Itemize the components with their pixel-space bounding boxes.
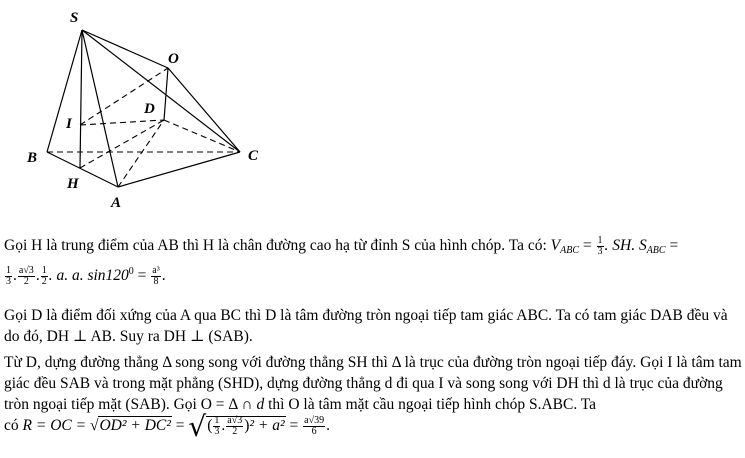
p2-text: Gọi D là điểm đối xứng của A qua BC thì D là tâm đường tròn ngoại tiếp tam giác ABC. Ta có tam giác DAB đều và do đó, DH ⊥ AB. Suy ra DH ⊥ (SAB). (4, 307, 728, 345)
p3-text2: thì O là tâm mặt cầu ngoại tiếp hình chóp S.ABC. Ta (264, 396, 597, 413)
p1-volume-sub: ABC (560, 245, 579, 256)
p3-co: có (4, 417, 23, 434)
p1-frac-1: $\frac{1}{3}$ (597, 234, 603, 257)
p3-radical-1: OD² + DC² (99, 417, 171, 434)
p1-end: . (161, 267, 166, 284)
p3-end: . (326, 417, 330, 434)
edge-DC (164, 120, 240, 152)
edge-HD (80, 120, 164, 168)
edge-BA (47, 152, 118, 187)
p1-text: Gọi H là trung điểm của AB thì H là chân đường cao hạ từ đỉnh S của hình chóp. Ta có: (4, 237, 551, 254)
p1-frac-5: $\frac{\text{a³}}{8}$ (152, 264, 160, 287)
label-C: C (248, 148, 259, 164)
p1-frac-4: $\frac{1}{2}$ (41, 264, 47, 287)
paragraph-3: Từ D, dựng đường thẳng Δ song song với đường thẳng SH thì Δ là trục của đường tròn ngoại tiếp đáy. Gọi I là tâm tam giác đều SAB và trong mặt phẳng (SHD), dựng đường thẳng d đi qua I và song song với DH thì d là trục của đường tròn ngoại tiếp mặt (SAB). Gọi O = Δ ∩ d thì O là tâm mặt cầu ngoại tiếp hình chóp S.ABC. Ta có R = OC = √OD² + DC² = √( $\frac{1}{3}$ . $\frac{a√3}{2}$ )² + a² = $\frac{a√39}{6}$ . (4, 354, 742, 443)
label-S: S (70, 10, 79, 26)
p3-text: Từ D, dựng đường thẳng Δ song song với đường thẳng SH thì Δ là trục của đường tròn ngoại tiếp đáy. Gọi I là tâm tam giác đều SAB và trong mặt phẳng (SHD), dựng đường thẳng d đi qua I và song song với DH thì d là trục của đường tròn ngoại tiếp mặt (SAB). Gọi O = Δ ∩ (4, 354, 742, 413)
p3-eq2: = (285, 417, 303, 434)
edge-AD (118, 120, 164, 187)
p1-sh: . SH. S (604, 237, 647, 254)
pyramid-figure (0, 0, 290, 215)
p1-tail: . a. a. sin120 (48, 267, 129, 284)
p3-frac-3: $\frac{a√39}{6}$ (304, 414, 325, 437)
p1-degree: 0 (128, 266, 134, 277)
edge-SB (47, 30, 82, 152)
p1-frac-3: $\frac{a√3}{2}$ (18, 264, 34, 287)
label-H: H (67, 176, 79, 192)
label-D: D (144, 101, 155, 117)
edge-ID (80, 120, 164, 125)
p3-eq: = (171, 417, 189, 434)
paragraph-1: Gọi H là trung điểm của AB thì H là chân đường cao hạ từ đỉnh S của hình chóp. Ta có: $V_{ABC}$ = $\frac{1}{3}$ . SH. $S_{ABC}$ = $\frac{1}{3}$ . $\frac{a√3}{2}$ . $\frac{1}{2}$ . a. a. $\sin 120^0$ = $\frac{\text{a³}}{8}$ . (4, 234, 679, 287)
p1-eq3: = (133, 267, 151, 284)
p1-frac-2: $\frac{1}{3}$ (6, 264, 11, 287)
edge-SO (82, 30, 168, 68)
edge-OC (168, 68, 240, 152)
label-I: I (66, 116, 72, 132)
p3-r: R = OC = (22, 417, 90, 434)
edge-SH (80, 30, 82, 168)
label-O: O (168, 51, 179, 67)
p1-area-sub: ABC (646, 245, 666, 256)
label-A: A (111, 195, 122, 211)
p3-plus: ² + a² (249, 417, 285, 434)
p1-eq2: = (665, 237, 679, 254)
p1-eq: = (579, 237, 596, 254)
p3-frac-2: $\frac{a√3}{2}$ (227, 414, 243, 437)
p1-volume: V (550, 237, 561, 254)
paragraph-2 (4, 305, 742, 347)
label-B: B (27, 150, 38, 166)
p3-d: d (256, 396, 265, 413)
p3-big-radical: √ (188, 410, 207, 443)
p3-frac-1: $\frac{1}{3}$ (214, 414, 220, 437)
edge-AC (118, 152, 240, 187)
